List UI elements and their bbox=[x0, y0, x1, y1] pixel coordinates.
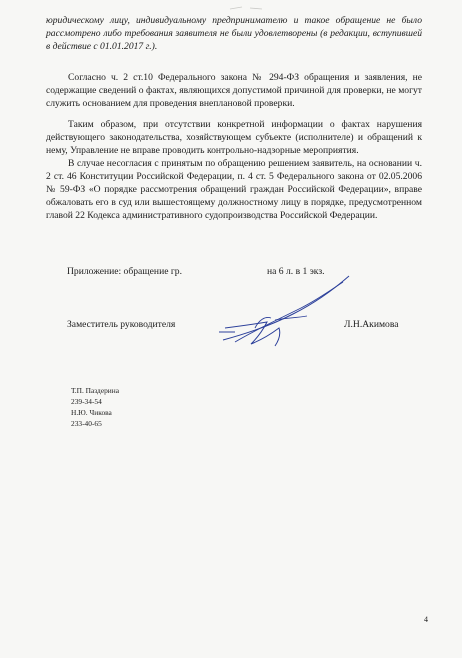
paragraph-law-294: Согласно ч. 2 ст.10 Федерального закона № 294-ФЗ обращения и заявления, не содержащие сведений о фактах, являющихся допустимой причиной для проверки, не могут служить основанием для проведения внеплановой проверки. bbox=[46, 72, 422, 109]
page-number: 4 bbox=[424, 615, 428, 624]
handwritten-signature bbox=[215, 268, 355, 358]
paragraph-conclusion: Таким образом, при отсутствии конкретной информации о фактах нарушения действующего законодательства, хозяйствующем субъекте (исполнителе) и обращений к нему, Управление не вправе проводить контрольно-надзорные мероприятия. bbox=[46, 119, 422, 156]
contact-phone-2: 233-40-65 bbox=[71, 419, 102, 428]
signer-name: Л.Н.Акимова bbox=[344, 319, 399, 330]
scan-mark bbox=[228, 3, 268, 13]
contact-name-1: Т.П. Паздерина bbox=[71, 386, 119, 395]
attachment-pages: на 6 л. в 1 экз. bbox=[267, 266, 325, 277]
contacts-block bbox=[71, 385, 119, 429]
contact-name-2: Н.Ю. Чикова bbox=[71, 408, 112, 417]
italic-paragraph: юридическому лицу, индивидуальному предпринимателю и такое обращение не было рассмотрено либо требования заявителя не были удовлетворены (в редакции, вступившей в действие с 01.01.2017 г.). bbox=[46, 15, 422, 52]
contact-phone-1: 239-34-54 bbox=[71, 397, 102, 406]
signer-position: Заместитель руководителя bbox=[67, 319, 176, 330]
paragraph-appeal: В случае несогласия с принятым по обращению решением заявитель, на основании ч. 2 ст. 46 Конституции Российской Федерации, п. 4 ст. 5 Федерального закона от 02.05.2006 № 59-ФЗ «О порядке рассмотрения обращений граждан Российской Федерации», вправе обжаловать его в суд или вышестоящему должностному лицу в порядке, предусмотренном главой 22 Кодекса административного судопроизводства Российской Федерации. bbox=[46, 158, 422, 221]
attachment-label: Приложение: обращение гр. bbox=[67, 266, 182, 277]
